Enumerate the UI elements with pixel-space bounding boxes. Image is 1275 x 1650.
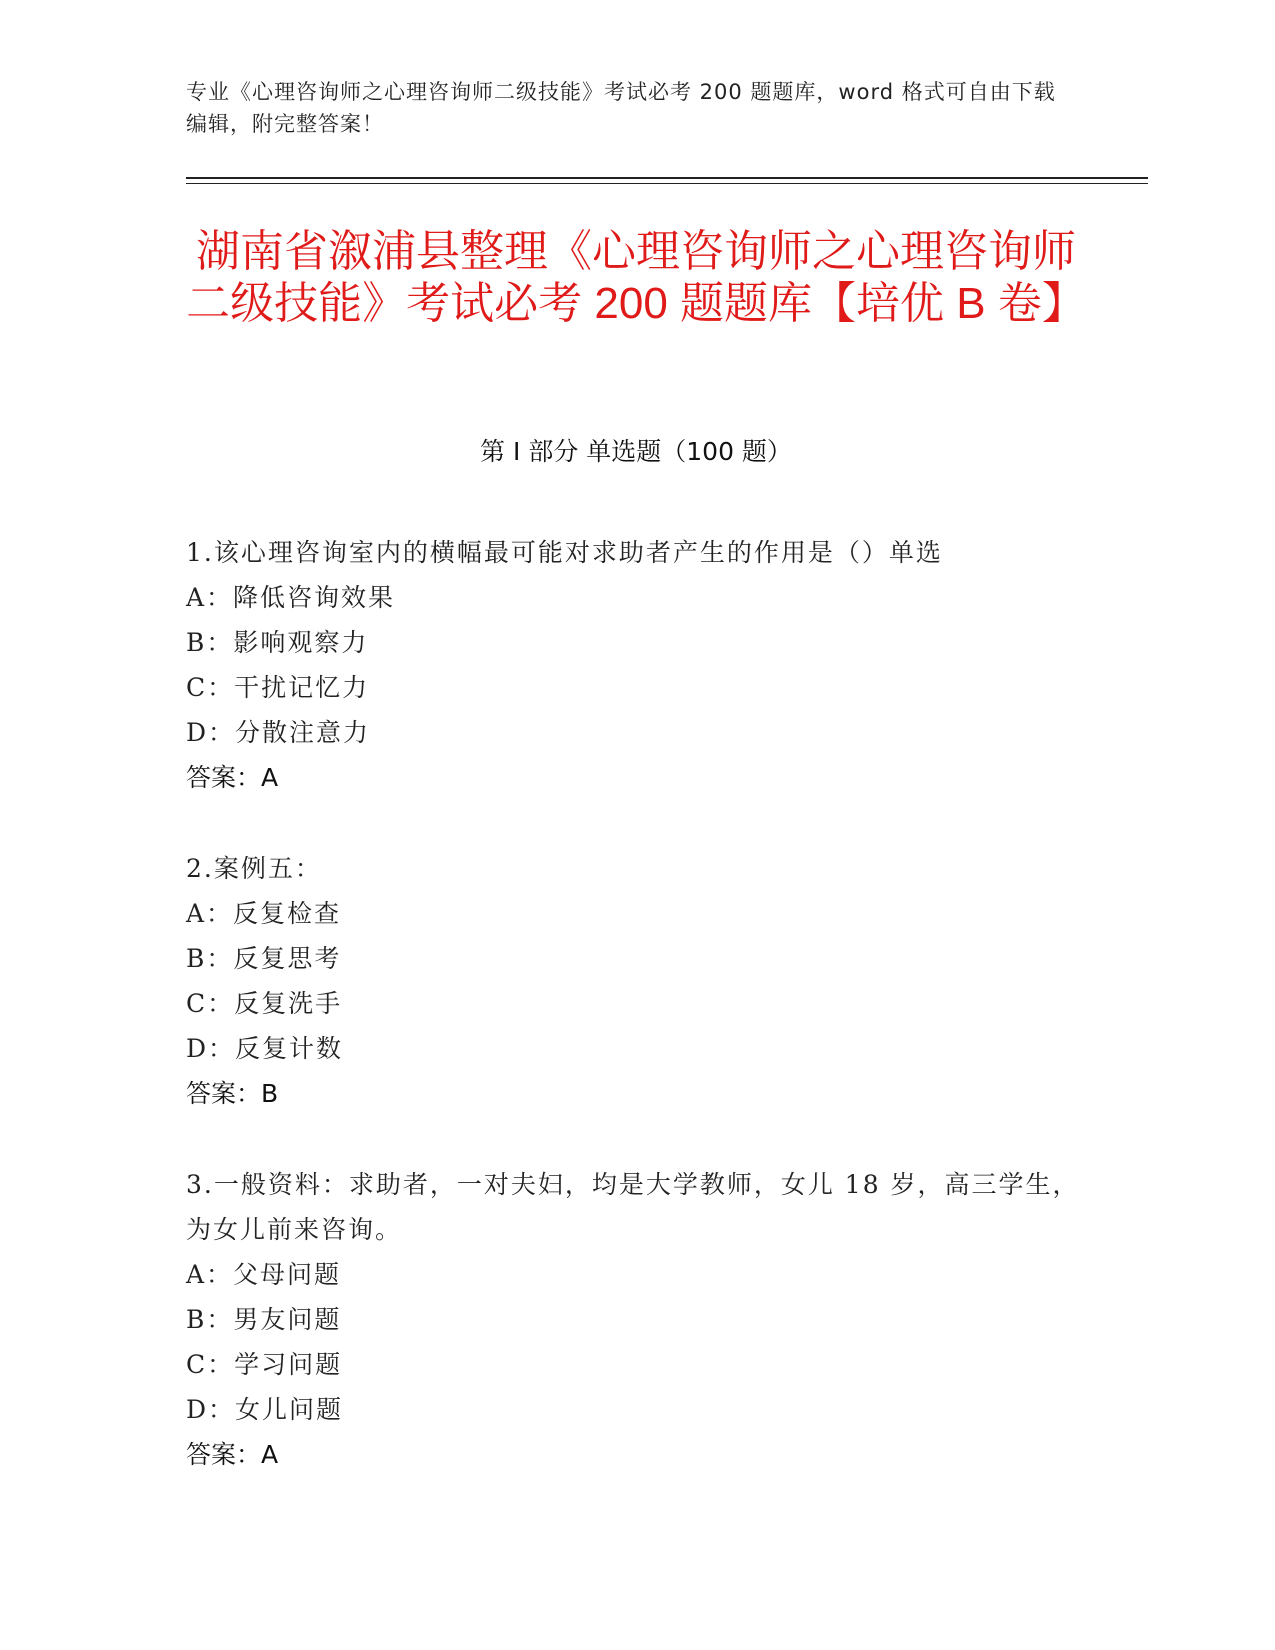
document-title: 湖南省溆浦县整理《心理咨询师之心理咨询师二级技能》考试必考 200 题题库【培优 B 卷】 (186, 227, 1086, 328)
header-divider-thin (186, 183, 1148, 184)
option-d: D：反复计数 (186, 1034, 344, 1063)
option-a: A：反复检查 (186, 899, 342, 928)
answer: 答案：B (186, 1079, 279, 1108)
question-list (186, 530, 1086, 1523)
option-a: A：父母问题 (186, 1260, 342, 1289)
question-stem: 1.该心理咨询室内的横幅最可能对求助者产生的作用是（）单选 (186, 538, 943, 567)
option-c: C：学习问题 (186, 1350, 343, 1379)
answer: 答案：A (186, 763, 279, 792)
question-1 (186, 530, 1086, 800)
question-2 (186, 846, 1086, 1116)
question-3 (186, 1162, 1086, 1477)
section-heading: 第 I 部分 单选题（100 题） (480, 437, 792, 466)
question-stem: 2.案例五： (186, 854, 322, 883)
option-b: B：反复思考 (186, 944, 342, 973)
option-c: C：干扰记忆力 (186, 673, 370, 702)
question-stem: 3.一般资料：求助者，一对夫妇，均是大学教师，女儿 18 岁，高三学生，为女儿前来咨询。 (186, 1170, 1080, 1244)
option-d: D：分散注意力 (186, 718, 371, 747)
option-d: D：女儿问题 (186, 1395, 344, 1424)
option-b: B：影响观察力 (186, 628, 369, 657)
header-divider (186, 177, 1148, 179)
option-c: C：反复洗手 (186, 989, 343, 1018)
option-b: B：男友问题 (186, 1305, 342, 1334)
header-note: 专业《心理咨询师之心理咨询师二级技能》考试必考 200 题题库，word 格式可自由下载编辑，附完整答案！ (186, 80, 1056, 136)
answer: 答案：A (186, 1440, 279, 1469)
option-a: A：降低咨询效果 (186, 583, 396, 612)
